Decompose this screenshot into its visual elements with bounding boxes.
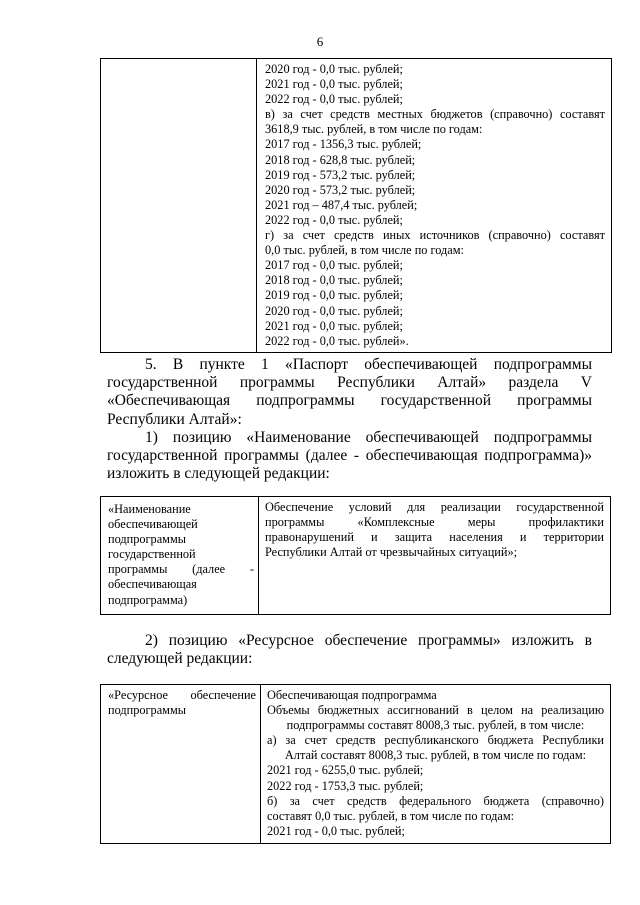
table3-right-line: Объемы бюджетных ассигнований в целом на реализацию [267, 703, 604, 718]
paragraph-line: следующей редакции: [107, 650, 253, 668]
table1-line: 2018 год - 0,0 тыс. рублей; [265, 273, 403, 288]
table1-line: 2021 год – 487,4 тыс. рублей; [265, 197, 418, 212]
paragraph-line: изложить в следующей редакции: [107, 465, 330, 483]
table1-line: 2020 год - 0,0 тыс. рублей; [265, 303, 403, 318]
table2-left-cell [101, 497, 259, 615]
table1-line: 2019 год - 0,0 тыс. рублей; [265, 288, 403, 303]
table1-line: 2019 год - 573,2 тыс. рублей; [265, 167, 416, 182]
funding-continuation-table [100, 58, 612, 353]
table1-line: 2022 год - 0,0 тыс. рублей». [265, 333, 409, 348]
table2-right-line: Республики Алтай от чрезвычайных ситуаций»; [265, 545, 518, 560]
paragraph-line: 1) позицию «Наименование обеспечивающей подпрограммы [145, 428, 592, 446]
table2-right-line: программы «Комплексные меры профилактики [265, 515, 604, 530]
table3-left-cell [101, 685, 261, 844]
table2-right-cell [259, 497, 611, 615]
table3-right-line: Алтай составят 8008,3 тыс. рублей, в том числе по годам: [284, 748, 587, 763]
table2-left-line: государственной [108, 547, 196, 562]
table1-line: 3618,9 тыс. рублей, в том числе по годам: [265, 122, 483, 137]
table3-right-line: составят 0,0 тыс. рублей, в том числе по годам: [267, 808, 515, 823]
table3-right-line: подпрограммы составят 8008,3 тыс. рублей, в том числе: [286, 718, 585, 733]
paragraph-line: государственной программы (далее - обеспечивающая подпрограмма)» [107, 446, 592, 464]
subprogram-name-table [100, 496, 611, 615]
table2-left-line: обеспечивающая [108, 577, 197, 592]
table3-right-line: 2021 год - 0,0 тыс. рублей; [267, 823, 405, 838]
table3-right-line: Обеспечивающая подпрограмма [267, 688, 437, 702]
table3-right-cell [261, 685, 611, 844]
paragraph-line: государственной программы Республики Алтай» раздела V [107, 374, 592, 392]
page-number: 6 [316, 34, 324, 49]
table1-line: г) за счет средств иных источников (справочно) составят [265, 228, 605, 243]
table1-line: 2018 год - 628,8 тыс. рублей; [265, 152, 416, 167]
paragraph-line: 5. В пункте 1 «Паспорт обеспечивающей подпрограммы [145, 356, 592, 373]
table3-right-line: 2022 год - 1753,3 тыс. рублей; [267, 778, 424, 793]
paragraph-line: «Обеспечивающая подпрограммы государственной программы [107, 392, 592, 410]
paragraph-5 [107, 356, 592, 483]
table2-right-line: Обеспечение условий для реализации государственной [265, 500, 604, 514]
paragraph-line: 2) позицию «Ресурсное обеспечение программы» изложить в [145, 632, 592, 649]
table1-line: 2022 год - 0,0 тыс. рублей; [265, 212, 403, 227]
table1-line: 2021 год - 0,0 тыс. рублей; [265, 77, 403, 92]
table1-line: 0,0 тыс. рублей, в том числе по годам: [265, 243, 464, 258]
table1-line: 2017 год - 1356,3 тыс. рублей; [265, 137, 422, 152]
table2-left-line: программы (далее - [108, 562, 254, 577]
table2-left-line: обеспечивающей [108, 517, 198, 532]
table1-line: 2020 год - 0,0 тыс. рублей; [265, 62, 403, 76]
table3-left-line: подпрограммы [108, 703, 186, 718]
table2-left-line: подпрограмма) [108, 592, 188, 607]
table2-left-line: «Наименование [108, 502, 191, 516]
table1-line: 2020 год - 573,2 тыс. рублей; [265, 182, 416, 197]
table3-right-line: б) за счет средств федерального бюджета (справочно) [267, 793, 604, 808]
paragraph-line: Республики Алтай»: [107, 410, 242, 428]
table1-right-cell [257, 59, 612, 353]
table1-line: 2022 год - 0,0 тыс. рублей; [265, 92, 403, 107]
paragraph-2 [107, 632, 592, 668]
table1-line: в) за счет средств местных бюджетов (справочно) составят [265, 107, 605, 122]
table3-right-line: а) за счет средств республиканского бюджета Республики [267, 733, 604, 748]
table1-line: 2021 год - 0,0 тыс. рублей; [265, 318, 403, 333]
table3-right-line: 2021 год - 6255,0 тыс. рублей; [267, 763, 424, 778]
table1-line: 2017 год - 0,0 тыс. рублей; [265, 258, 403, 273]
table2-left-line: подпрограммы [108, 532, 186, 547]
table1-left-cell [101, 59, 257, 353]
table2-right-line: правонарушений и защита населения и территории [265, 530, 604, 545]
resource-provision-table [100, 684, 611, 844]
table3-left-line: «Ресурсное обеспечение [108, 688, 256, 702]
